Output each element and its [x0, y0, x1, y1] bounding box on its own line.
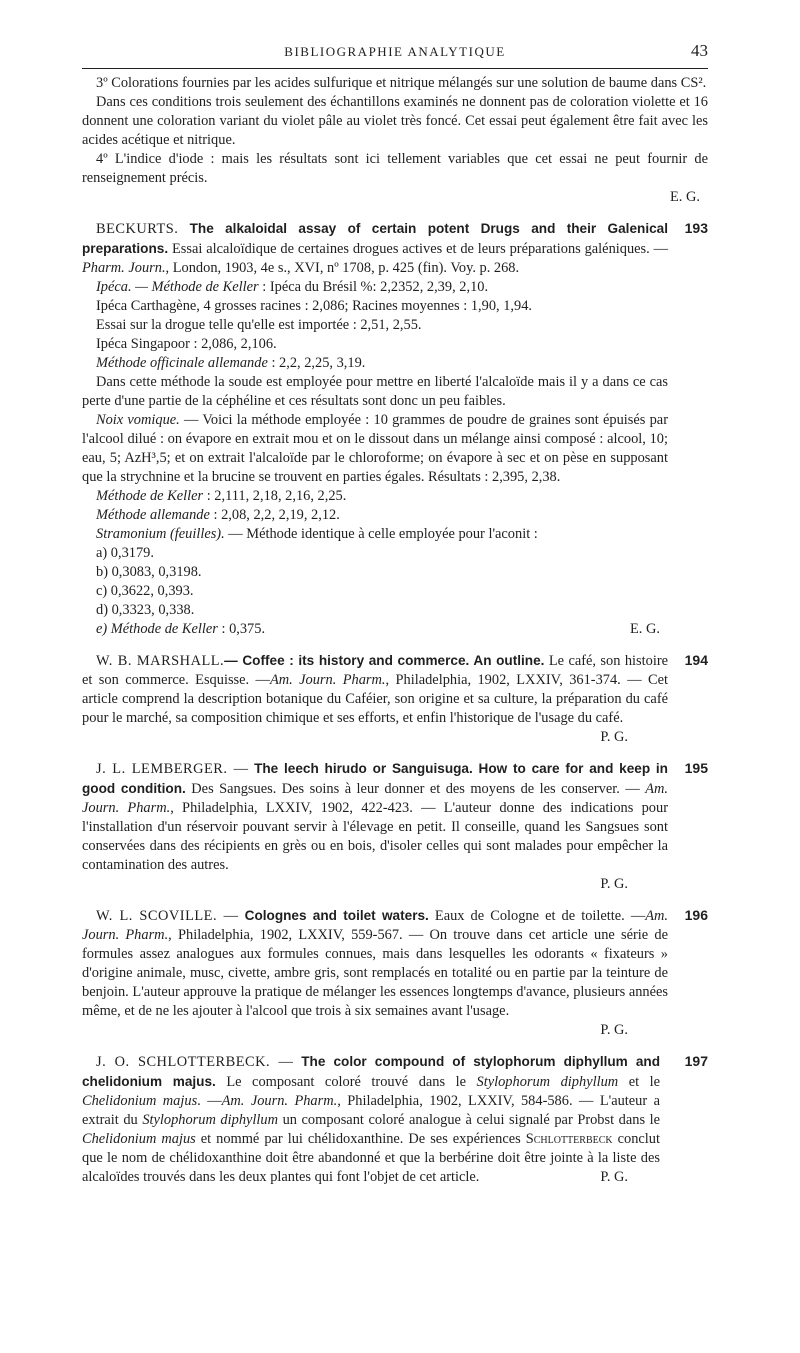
intro-item-3: 3º Colorations fournies par les acides sulfurique et nitrique mélangés sur une solution de baume dans CS².: [96, 75, 707, 91]
ipeca-singapoor: Ipéca Singapoor : 2,086, 2,106.: [96, 336, 277, 352]
entry-196: [82, 906, 708, 1040]
entry-author: J. O. SCHLOTTERBECK. —: [96, 1054, 294, 1070]
entry-text: Des Sangsues. Des soins à leur donner et des moyens de les conserver. —: [185, 781, 640, 797]
intro-signature: E. G.: [670, 189, 700, 205]
stramonium-label: Stramonium (feuilles).: [96, 526, 225, 542]
ipeca-carthagene: Ipéca Carthagène, 4 grosses racines : 2,086; Racines moyennes : 1,90, 1,94.: [96, 298, 532, 314]
entry-text-4: et nommé par lui chélidoxanthine. De ses expériences: [195, 1131, 526, 1147]
entry-193: [82, 219, 708, 639]
entry-text: Le café, son histoire et son commerce. Esquisse. —: [82, 653, 668, 688]
entry-number: 193: [684, 220, 708, 236]
ipeca-label: Ipéca. — Méthode de Keller: [96, 279, 259, 295]
entry-journal: Pharm. Journ.: [82, 260, 166, 276]
result-b: b) 0,3083, 0,3198.: [96, 564, 202, 580]
result-e-label: e) Méthode de Keller: [96, 621, 218, 637]
entry-reference: , London, 1903, 4e s., XVI, nº 1708, p. 425 (fin). Voy. p. 268.: [165, 260, 520, 276]
header-rule: [82, 68, 708, 69]
species-name: Chelidonium majus: [82, 1093, 198, 1109]
species-name: Stylophorum diphyllum: [476, 1074, 619, 1090]
running-head: BIBLIOGRAPHIE ANALYTIQUE: [284, 44, 506, 59]
entry-journal: Am. Journ. Pharm.: [82, 908, 669, 943]
entry-signature: P. G.: [600, 1169, 628, 1185]
species-name: Stylophorum diphyllum: [142, 1112, 278, 1128]
entry-text-3: un composant coloré analogue à celui signalé par Probst dans le: [278, 1112, 661, 1128]
entry-title: The leech hirudo or Sanguisuga. How to care for and keep in good condition.: [82, 761, 668, 796]
entry-title: — Coffee : its history and commerce. An outline.: [224, 653, 545, 668]
entry-journal: Am. Journ. Pharm.: [82, 781, 668, 816]
intro-item-3-detail: Dans ces conditions trois seulement des échantillons examinés ne donnent pas de coloration violette et 16 donnent une coloration variant du violet pâle au violet très foncé. Cet essai peut également être fait avec les acides acétique et nitrique.: [82, 94, 708, 148]
noix-text: — Voici la méthode employée : 10 grammes de poudre de graines sont épuisés par l'alcool dilué : on évapore en extrait mou et on le dissout dans un mélange ainsi composé : alcool, 10; eau, 5; AzH³,5; et on extrait l'alcaloïde par le chloroforme; on évapore à sec et on pèse en supposant que la strychnine et la brucine se trouvent en parties égales. Résultats : 2,395, 2,38.: [82, 412, 668, 485]
entry-number: 194: [684, 652, 708, 668]
entry-text-2: , Philadelphia, 1902, LXXIV, 361-374. — Cet article comprend la description botanique du Caféier, son origine et sa culture, la préparation du café pour le marché, sa composition chimique et ses efforts, et enfin l'historique de l'usage du café.: [82, 672, 668, 726]
keller-values: : 2,111, 2,18, 2,16, 2,25.: [203, 488, 347, 504]
entry-197: [82, 1052, 708, 1187]
entry-journal: Am. Journ. Pharm.: [221, 1093, 338, 1109]
entry-195: [82, 759, 708, 894]
entry-title: The color compound of stylophorum diphyllum and chelidonium majus.: [82, 1054, 660, 1089]
entry-author: W. B. MARSHALL.: [96, 653, 225, 669]
page-header: [82, 41, 708, 72]
entry-number: 196: [684, 907, 708, 923]
entry-journal: Am. Journ. Pharm.: [269, 672, 386, 688]
allemande-label: Méthode allemande: [96, 507, 210, 523]
result-e-values: : 0,375.: [217, 621, 266, 637]
entry-signature: P. G.: [600, 1022, 628, 1038]
result-c: c) 0,3622, 0,393.: [96, 583, 194, 599]
species-name: Chelidonium majus: [82, 1131, 196, 1147]
entry-text-b: et le: [618, 1074, 660, 1090]
entry-author: W. L. SCOVILLE. —: [96, 908, 239, 924]
entry-author: BECKURTS.: [96, 221, 179, 237]
ipeca-values: : Ipéca du Brésil %: 2,2352, 2,39, 2,10.: [258, 279, 489, 295]
entry-number: 195: [684, 760, 708, 776]
author-name: Schlotterbeck: [525, 1131, 613, 1147]
noix-label: Noix vomique.: [96, 412, 180, 428]
intro-item-4: 4º L'indice d'iode : mais les résultats sont ici tellement variables que cet essai ne peut fournir de renseignement précis.: [82, 151, 708, 186]
entry-title: Colognes and toilet waters.: [244, 908, 429, 923]
soude-paragraph: Dans cette méthode la soude est employée pour mettre en liberté l'alcaloïde mais il y a dans ce cas perte d'une partie de la céphéline et ces résultats sont donc un peu faibles.: [82, 374, 668, 409]
keller-label: Méthode de Keller: [96, 488, 204, 504]
essai-drogue: Essai sur la drogue telle qu'elle est importée : 2,51, 2,55.: [96, 317, 422, 333]
entry-text-c: . —: [197, 1093, 222, 1109]
stramonium-text: — Méthode identique à celle employée pour l'aconit :: [224, 526, 538, 542]
page-body: [82, 74, 708, 1187]
entry-number: 197: [684, 1053, 708, 1069]
result-a: a) 0,3179.: [96, 545, 154, 561]
entry-194: [82, 651, 708, 747]
allemande-values: : 2,08, 2,2, 2,19, 2,12.: [209, 507, 340, 523]
entry-signature: E. G.: [630, 621, 660, 637]
result-d: d) 0,3323, 0,338.: [96, 602, 195, 618]
entry-signature: P. G.: [600, 876, 628, 892]
entry-text-2: , Philadelphia, 1902, LXXIV, 559-567. — On trouve dans cet article une série de formules assez analogues aux formules connues, mais dans lesquelles les odorants « fixateurs » d'origine animale, musc, civette, ambre gris, sont remplacés en totalité ou en partie par la teinture de benjoin. L'auteur approuve la pratique de mélanger les essences longtemps d'avance, plusieurs années même, et de ne les ajouter à l'alcool que trois à six semaines avant l'usage.: [82, 927, 668, 1019]
entry-signature: P. G.: [600, 729, 628, 745]
entry-author: J. L. LEMBERGER. —: [96, 761, 249, 777]
entry-text: Le composant coloré trouvé dans le: [215, 1074, 477, 1090]
entry-title: The alkaloidal assay of certain potent Drugs and their Galenical preparations.: [82, 221, 668, 256]
entry-summary: Essai alcaloïdique de certaines drogues actives et de leurs préparations galéniques. —: [172, 241, 668, 257]
officinale-values: : 2,2, 2,25, 3,19.: [267, 355, 366, 371]
entry-text-2: , Philadelphia, LXXIV, 1902, 422-423. — L'auteur donne des indications pour l'installation d'un réservoir pouvant servir à l'élevage en petit. Il conseille, quand les Sangsues sont conservées dans des récipients en grès ou en bois, d'isoler celles qui sont malades pour empêcher la contamination des autres.: [82, 800, 668, 873]
officinale-label: Méthode officinale allemande: [96, 355, 268, 371]
entry-text: Eaux de Cologne et de toilette. —: [428, 908, 646, 924]
page-number: 43: [691, 41, 708, 60]
entry-text-2: , Philadelphia, 1902, LXXIV, 584-586. — L'auteur a extrait du: [82, 1093, 660, 1128]
page: [82, 41, 708, 1187]
entry-text-5: conclut que le nom de chélidoxanthine doit être abandonné et que la berbérine doit être jointe à la liste des alcaloïdes trouvés dans les deux plantes qui font l'objet de cet article.: [82, 1131, 660, 1185]
